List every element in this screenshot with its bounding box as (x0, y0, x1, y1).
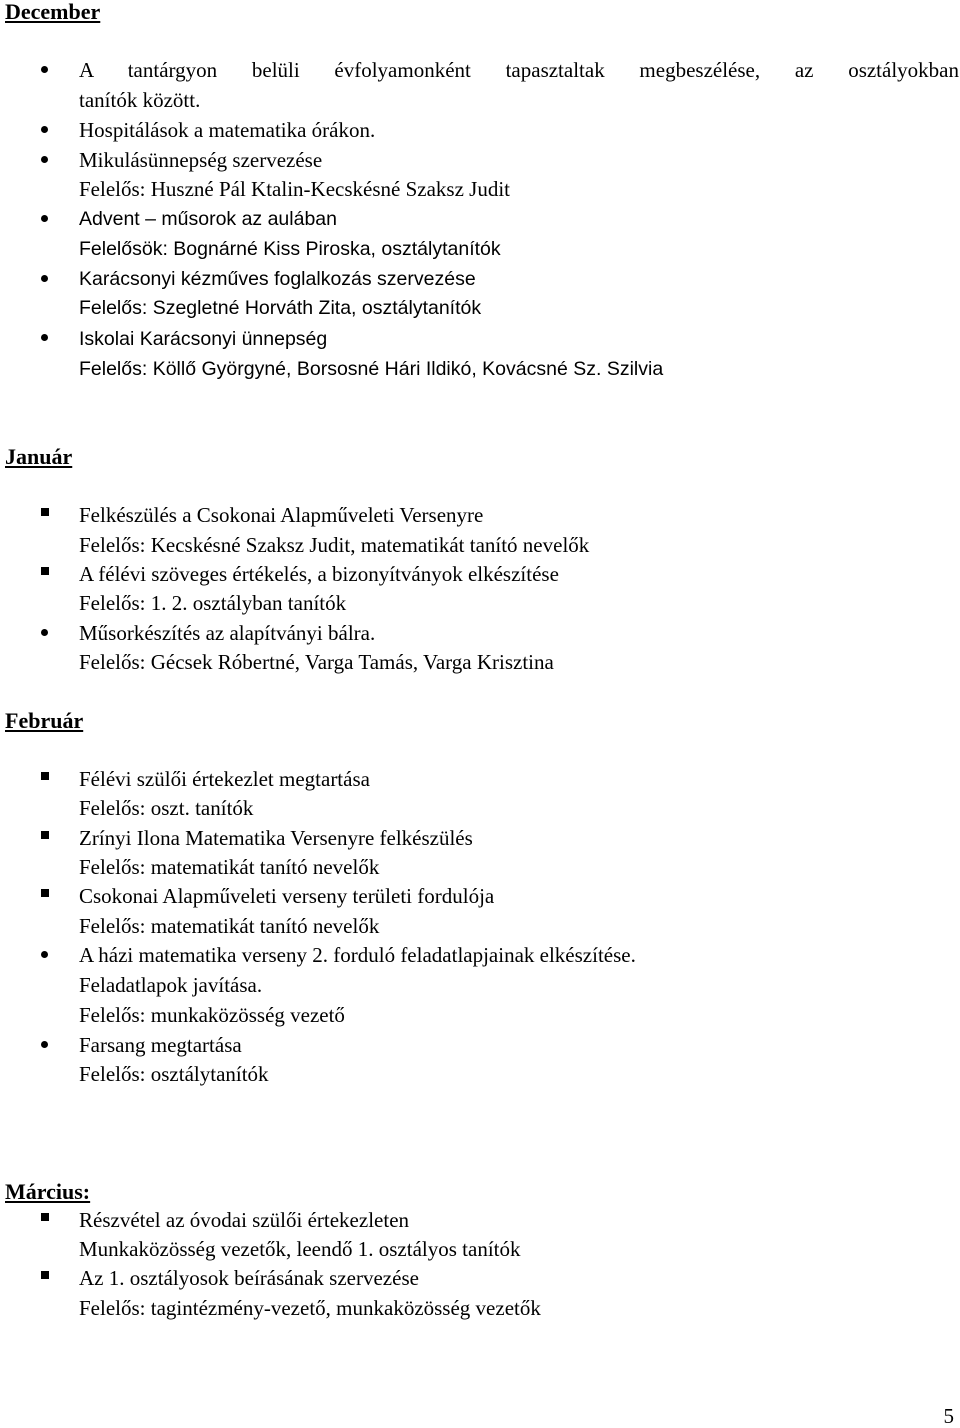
list-item-line: Feladatlapok javítása. (79, 973, 263, 997)
list-item-line: Félévi szülői értekezlet megtartása (79, 767, 370, 791)
square-bullet-icon (41, 567, 49, 575)
list-item-line: Felelősök: Bognárné Kiss Piroska, osztálytanítók (79, 238, 501, 260)
list-item-line: Részvétel az óvodai szülői értekezleten (79, 1208, 410, 1232)
list-item-line: Csokonai Alapműveleti verseny területi fordulója (79, 884, 495, 908)
list-item-line: Felelős: munkaközösség vezető (79, 1003, 345, 1027)
heading-januar: Január (5, 444, 73, 469)
list-item-line: Felelős: 1. 2. osztályban tanítók (79, 591, 347, 615)
list-item-line: Felelős: oszt. tanítók (79, 796, 254, 820)
list-item-line: Felelős: matematikát tanító nevelők (79, 914, 380, 938)
round-bullet-icon (41, 275, 48, 282)
heading-februar: Február (5, 708, 84, 733)
list-item-line: A házi matematika verseny 2. forduló feladatlapjainak elkészítése. (79, 943, 636, 967)
square-bullet-icon (41, 831, 49, 839)
list-item-line: Felelős: Kecskésné Szaksz Judit, matematikát tanító nevelők (79, 533, 590, 557)
list-item-line: Felelős: matematikát tanító nevelők (79, 855, 380, 879)
list-item-line: Munkaközösség vezetők, leendő 1. osztályos tanítók (79, 1237, 521, 1261)
list-item-line: Iskolai Karácsonyi ünnepség (79, 328, 328, 350)
square-bullet-icon (41, 1271, 49, 1279)
round-bullet-icon (41, 126, 48, 133)
list-item-line: Műsorkészítés az alapítványi bálra. (79, 621, 376, 645)
list-item-line: Advent – műsorok az aulában (79, 208, 337, 230)
list-item-line: Felelős: Huszné Pál Ktalin-Kecskésné Szaksz Judit (79, 177, 510, 201)
round-bullet-icon (41, 1041, 48, 1048)
square-bullet-icon (41, 1213, 49, 1221)
page-number: 5 (943, 1404, 954, 1428)
round-bullet-icon (41, 66, 48, 73)
list-item-line: Karácsonyi kézműves foglalkozás szervezése (79, 268, 476, 290)
heading-marcius: Március: (5, 1179, 91, 1204)
round-bullet-icon (41, 951, 48, 958)
round-bullet-icon (41, 629, 48, 636)
heading-december: December (5, 0, 101, 24)
square-bullet-icon (41, 772, 49, 780)
list-item-line: Felelős: Szegletné Horváth Zita, osztálytanítók (79, 297, 482, 319)
list-item-line: Felelős: tagintézmény-vezető, munkaközösség vezetők (79, 1296, 541, 1320)
square-bullet-icon (41, 889, 49, 897)
round-bullet-icon (41, 215, 48, 222)
list-item-line: Felkészülés a Csokonai Alapműveleti Versenyre (79, 503, 484, 527)
list-item-line: Farsang megtartása (79, 1033, 242, 1057)
list-item-line: Felelős: osztálytanítók (79, 1062, 269, 1086)
list-item-line: A félévi szöveges értékelés, a bizonyítványok elkészítése (79, 562, 559, 586)
list-item-line: Zrínyi Ilona Matematika Versenyre felkészülés (79, 826, 473, 850)
list-item-line: Az 1. osztályosok beírásának szervezése (79, 1266, 419, 1290)
list-item-line: Mikulásünnepség szervezése (79, 148, 323, 172)
round-bullet-icon (41, 334, 48, 341)
round-bullet-icon (41, 156, 48, 163)
list-item-line: Felelős: Köllő Györgyné, Borsosné Hári Ildikó, Kovácsné Sz. Szilvia (79, 358, 664, 380)
list-item-line: tanítók között. (79, 88, 201, 112)
square-bullet-icon (41, 508, 49, 516)
list-item-line: Hospitálások a matematika órákon. (79, 118, 376, 142)
list-item-line: Felelős: Gécsek Róbertné, Varga Tamás, Varga Krisztina (79, 650, 554, 674)
list-item-line: A tantárgyon belüli évfolyamonként tapasztaltak megbeszélése, az osztályokban (79, 58, 959, 82)
